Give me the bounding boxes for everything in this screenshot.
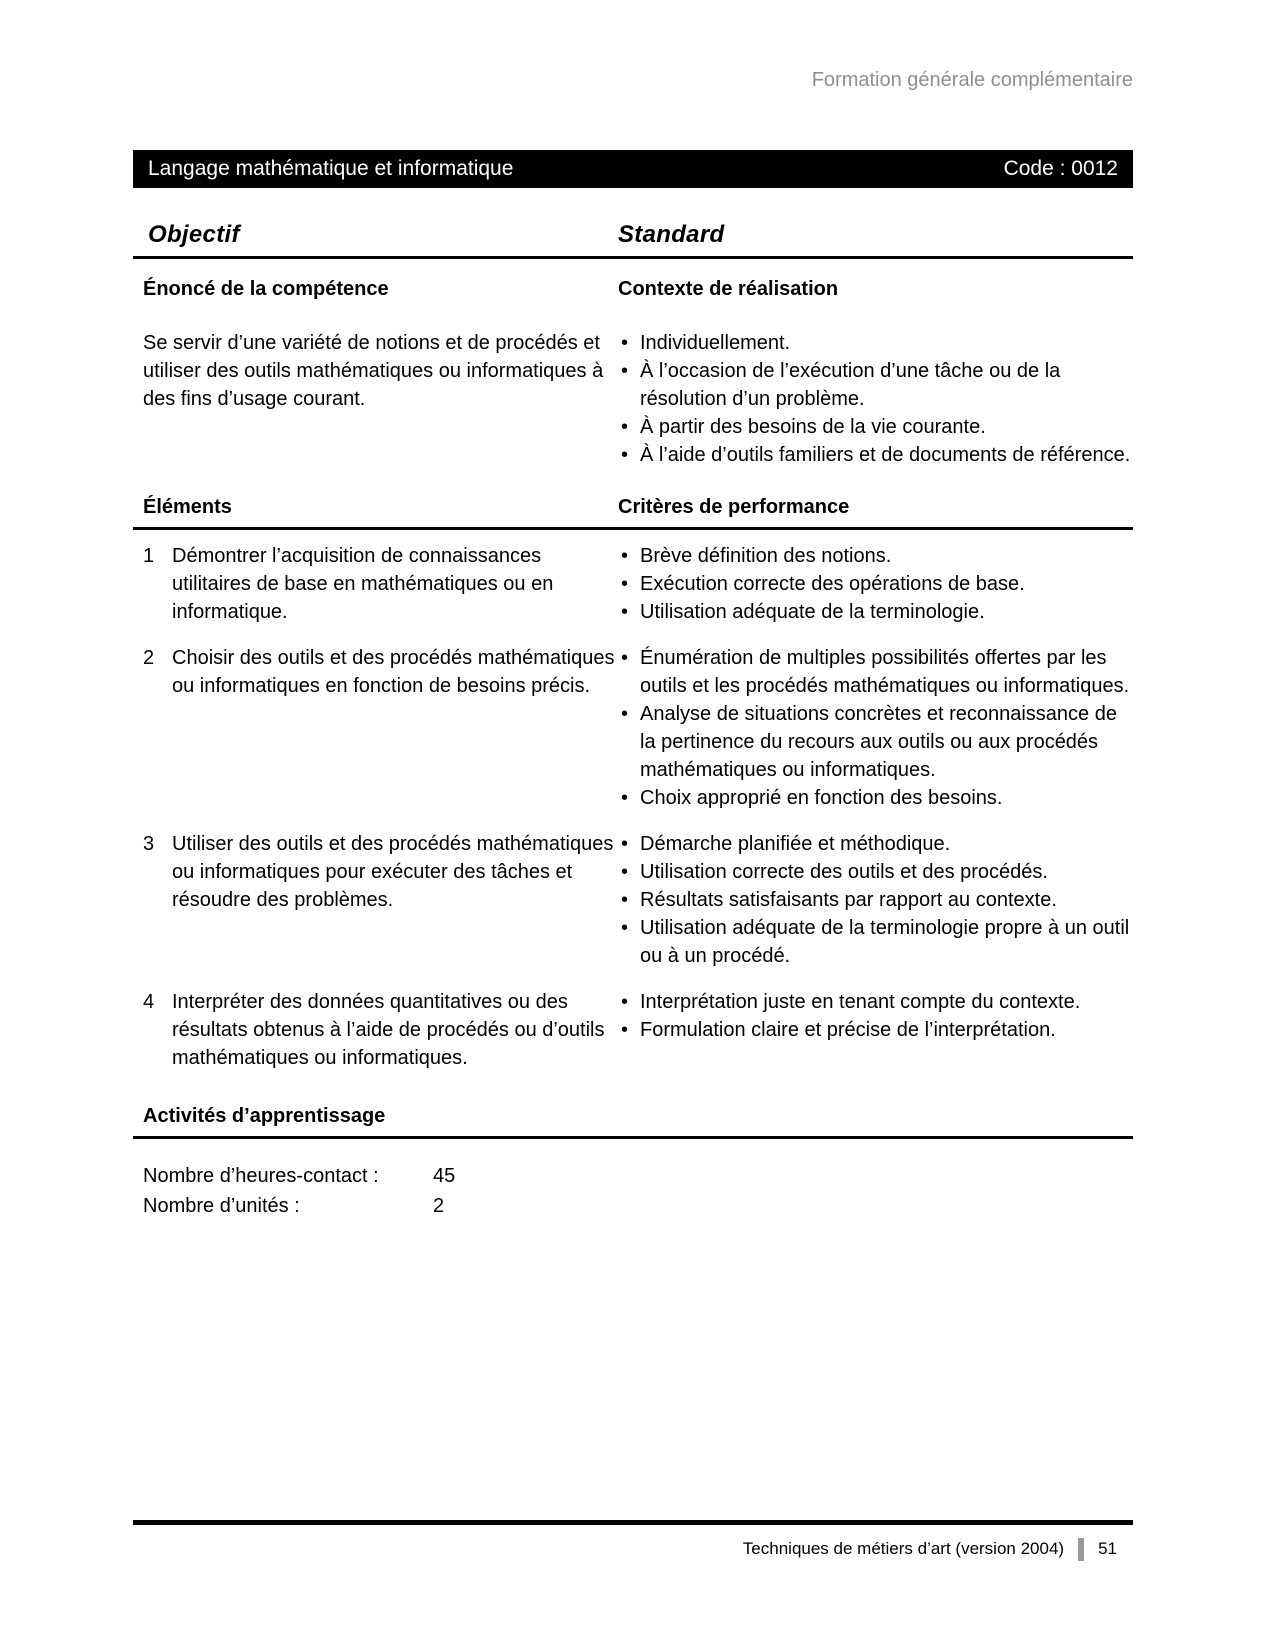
competence-statement: Se servir d’une variété de notions et de procédés et utiliser des outils mathématiques ou informatiques à des fins d’usage courant. [143,332,604,410]
bullet-item: • Démarche planifiée et méthodique. [618,830,1133,858]
bullet-item: • Analyse de situations concrètes et reconnaissance de la pertinence du recours aux outils ou aux procédés mathématiques ou informatiques. [618,700,1133,784]
units-label: Nombre d’unités : [143,1195,300,1217]
bullet-item: • Interprétation juste en tenant compte du contexte. [618,988,1133,1016]
bullet-item: • À partir des besoins de la vie courante. [618,413,1133,441]
page-footer [133,1536,1133,1562]
bullet-item: • Utilisation adéquate de la terminologie. [618,598,1133,626]
hours-contact-value: 45 [433,1165,456,1187]
section-heads-row [133,220,1133,259]
competence-headings-row [133,275,1133,303]
element-number: 4 [143,991,155,1013]
bullet-item: • À l’aide d’outils familiers et de documents de référence. [618,441,1133,469]
bullet-item: • Individuellement. [618,329,1133,357]
element-number: 1 [143,545,155,567]
element-row-3 [133,830,1133,970]
footer-divider [133,1520,1133,1525]
element-number: 3 [143,833,155,855]
bullet-item: • Choix approprié en fonction des besoins. [618,784,1133,812]
objectif-heading: Objectif [148,221,240,248]
competence-body-row [133,329,1133,469]
context-bullet-list [618,329,1133,469]
contexte-realisation-heading: Contexte de réalisation [618,278,839,300]
page-number-bar [1078,1538,1084,1561]
element-text: Interpréter des données quantitatives ou des résultats obtenus à l’aide de procédés ou d’outils mathématiques ou informatiques. [172,991,605,1069]
hours-contact-row [143,1161,1133,1191]
bullet-item: • Énumération de multiples possibilités offertes par les outils et les procédés mathématiques ou informatiques. [618,644,1133,700]
criteria-bullet-list [618,830,1133,970]
criteria-bullet-list [618,542,1133,626]
page-content [133,150,1133,1221]
element-text: Démontrer l’acquisition de connaissances utilitaires de base en mathématiques ou en informatique. [172,545,554,623]
enonce-competence-heading: Énoncé de la compétence [143,278,389,300]
element-text: Utiliser des outils et des procédés mathématiques ou informatiques pour exécuter des tâches et résoudre des problèmes. [172,833,614,911]
page-number: 51 [1098,1539,1117,1558]
footer-document-title: Techniques de métiers d’art (version 2004) [742,1539,1065,1558]
criteres-performance-heading: Critères de performance [618,496,850,518]
units-value: 2 [433,1195,445,1217]
bullet-item: • Utilisation correcte des outils et des procédés. [618,858,1133,886]
bullet-item: • Brève définition des notions. [618,542,1133,570]
course-title: Langage mathématique et informatique [148,157,514,180]
element-text: Choisir des outils et des procédés mathématiques ou informatiques en fonction de besoins précis. [172,647,615,697]
bullet-item: • À l’occasion de l’exécution d’une tâche ou de la résolution d’un problème. [618,357,1133,413]
bullet-item: • Formulation claire et précise de l’interprétation. [618,1016,1133,1044]
units-row [143,1191,1133,1221]
running-header: Formation générale complémentaire [811,69,1133,91]
elements-headings-row [133,493,1133,530]
course-title-bar [133,150,1133,188]
criteria-bullet-list [618,644,1133,812]
elements-heading: Éléments [143,496,232,518]
criteria-bullet-list [618,988,1133,1044]
bullet-item: • Utilisation adéquate de la terminologie propre à un outil ou à un procédé. [618,914,1133,970]
standard-heading: Standard [618,221,725,248]
hours-contact-label: Nombre d’heures-contact : [143,1165,379,1187]
course-code: Code : 0012 [1003,157,1118,180]
element-row-1 [133,542,1133,626]
activities-heading-row [133,1102,1133,1139]
element-row-2 [133,644,1133,812]
activities-fields [133,1161,1133,1221]
bullet-item: • Résultats satisfaisants par rapport au contexte. [618,886,1133,914]
activites-apprentissage-heading: Activités d’apprentissage [143,1105,386,1127]
bullet-item: • Exécution correcte des opérations de base. [618,570,1133,598]
element-number: 2 [143,647,155,669]
element-row-4 [133,988,1133,1072]
